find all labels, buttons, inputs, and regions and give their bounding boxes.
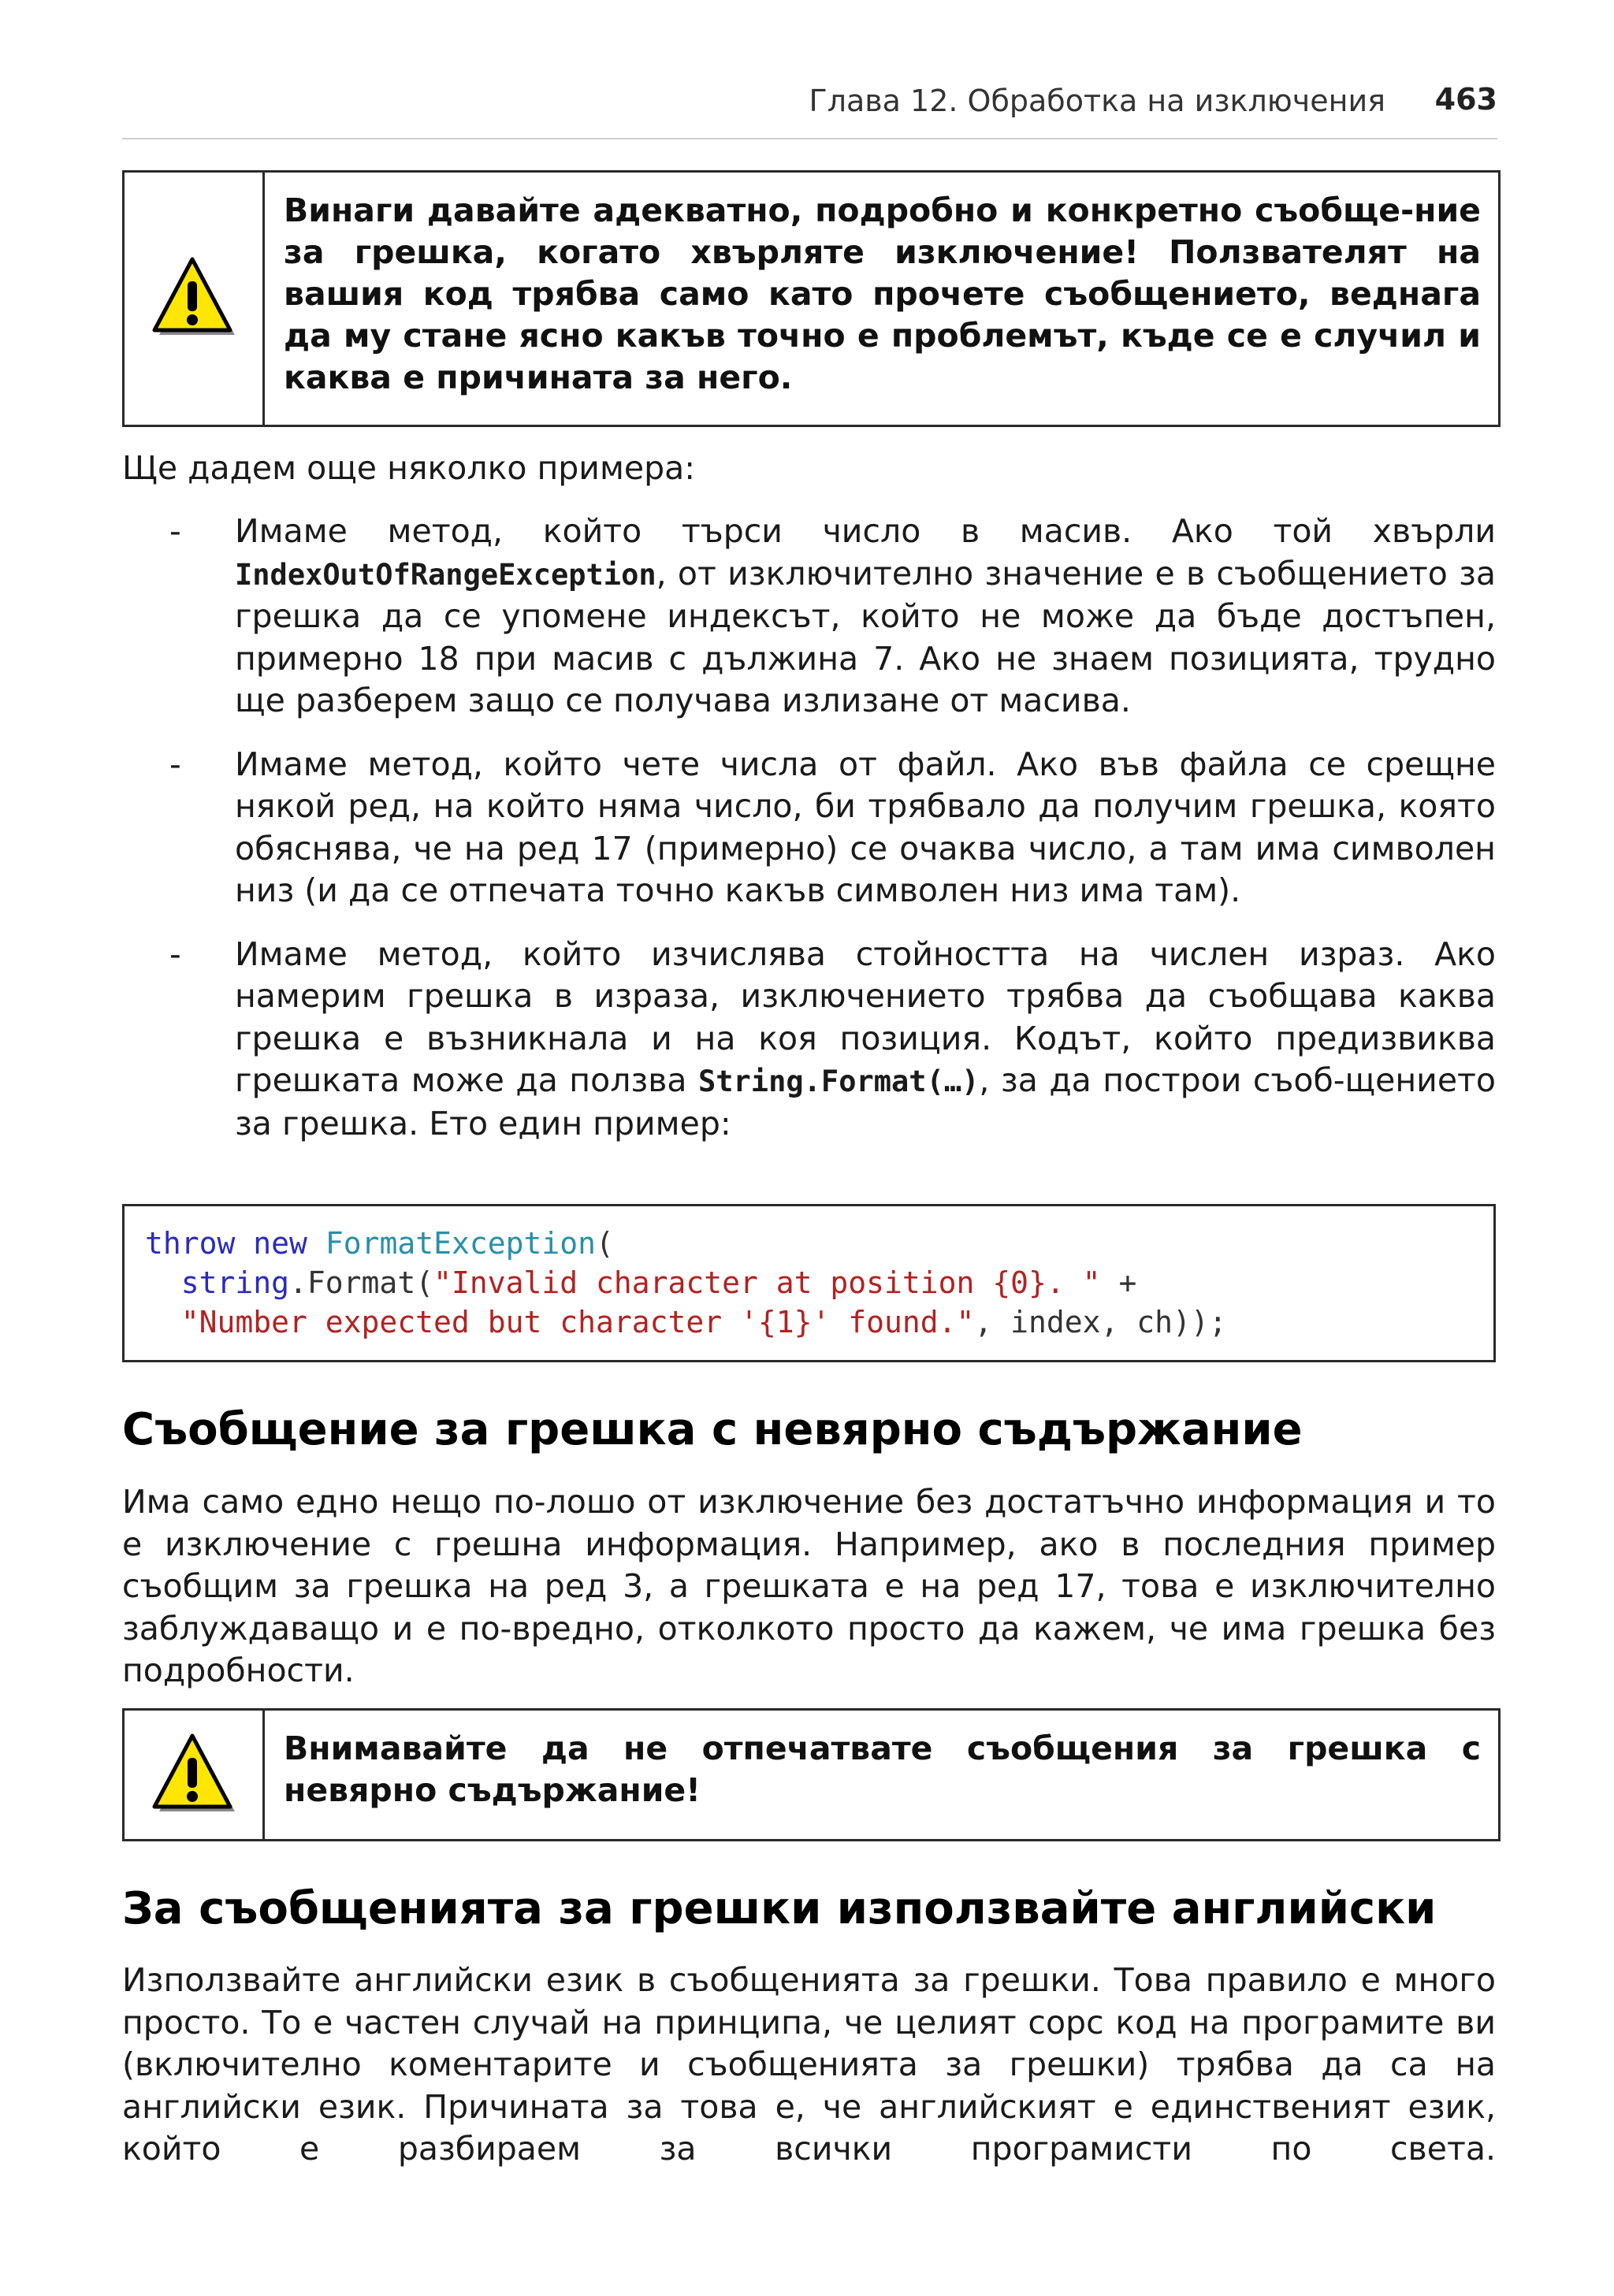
- bullet-text: Имаме метод, който търси число в масив. Ако той хвърли: [235, 512, 1496, 550]
- code-text: (: [595, 1226, 614, 1261]
- code-text: +: [1100, 1265, 1137, 1300]
- bullet-dash: -: [169, 745, 181, 783]
- warning-note: [122, 1708, 1501, 1841]
- inline-code: String.Format(…): [697, 1064, 980, 1098]
- code-keyword: new: [253, 1226, 307, 1261]
- bullet-text: Имаме метод, който чете числа от файл. Ако във файла се срещне някой ред, на който няма число, би трябвало да получим грешка, която обяснява, че на ред 17 (примерно) се очаква число, а там има символен низ (и да се отпечата точно какъв символен низ има там).: [235, 745, 1496, 909]
- header-rule: [122, 138, 1497, 139]
- warning-note-text: Винаги давайте адекватно, подробно и конкретно съобще-ние за грешка, когато хвърляте изключение! Ползвателят на вашия код трябва само като прочете съобщението, веднага да му стане ясно какъв точно е проблемът, къде се е случил и каква е причината за него.: [284, 191, 1481, 396]
- bullet-text: Имаме метод, който изчислява стойността на числен израз. Ако намерим грешка в израза, изключението трябва да съобщава каква грешка е възникнала и на коя позиция. Кодът, който предизвиква грешката може да ползва: [235, 934, 1496, 1099]
- code-string: "Number expected but character '{1}' found.": [180, 1305, 975, 1339]
- inline-code: IndexOutOfRangeException: [235, 557, 656, 592]
- code-indent: [145, 1305, 181, 1339]
- bullet-text: , от изключително значение е в съобщението за грешка да се упомене индексът, който не може да бъде достъпен, примерно 18 при масив с дължина 7. Ако не знаем позицията, трудно ще разберем защо се получава излизане от масива.: [235, 554, 1496, 719]
- code-block: [122, 1204, 1496, 1362]
- section-text: Използвайте английски език в съобщенията за грешки. Това правило е много просто. То е частен случай на принципа, че целият сорс код на програмите ви (включително коментарите и съобщенията за грешки) трябва да са на английски език. Причината за това е, че английският е единственият език, който е разбираем за всички програмисти по света.: [122, 1961, 1496, 2168]
- list-item: [122, 511, 1496, 723]
- example-list: [122, 511, 1496, 1145]
- code-string: "Invalid character at position {0}. ": [433, 1265, 1101, 1300]
- warning-icon-cell: [125, 173, 265, 425]
- page-number: 463: [1434, 82, 1497, 117]
- code-text: .Format(: [289, 1265, 434, 1300]
- warning-icon-cell: [125, 1711, 265, 1839]
- warning-note: [122, 170, 1501, 427]
- code-keyword: throw: [145, 1226, 236, 1261]
- bullet-dash: -: [169, 512, 181, 550]
- warning-note-text: Внимавайте да не отпечатвате съобщения за грешка с невярно съдържание!: [284, 1729, 1481, 1809]
- bullet-text: , за да построи съоб-щението за грешка. Ето един пример:: [235, 1061, 1497, 1142]
- list-item: [122, 744, 1496, 912]
- code-type: FormatException: [325, 1226, 596, 1261]
- bullet-dash: -: [169, 934, 181, 973]
- chapter-title: Глава 12. Обработка на изключения: [809, 84, 1385, 118]
- code-indent: [145, 1265, 181, 1300]
- page-header: [122, 79, 1497, 132]
- list-item: [122, 934, 1496, 1146]
- section-text: Има само едно нещо по-лошо от изключение без достатъчно информация и то е изключение с грешна информация. Например, ако в последния пример съобщим за грешка на ред 3, а грешката е на ред 17, това е изключително заблуждаващо и е по-вредно, отколкото просто да кажем, че има грешка без подробности.: [122, 1483, 1496, 1689]
- code-keyword: string: [180, 1265, 290, 1300]
- section-heading: Съобщение за грешка с невярно съдържание: [122, 1404, 1303, 1455]
- warning-icon: [150, 1733, 238, 1818]
- warning-icon: [150, 256, 238, 341]
- intro-text: Ще дадем още няколко примера:: [122, 449, 696, 487]
- code-text: , index, ch));: [974, 1305, 1227, 1339]
- section-heading: За съобщенията за грешки използвайте английски: [122, 1883, 1437, 1934]
